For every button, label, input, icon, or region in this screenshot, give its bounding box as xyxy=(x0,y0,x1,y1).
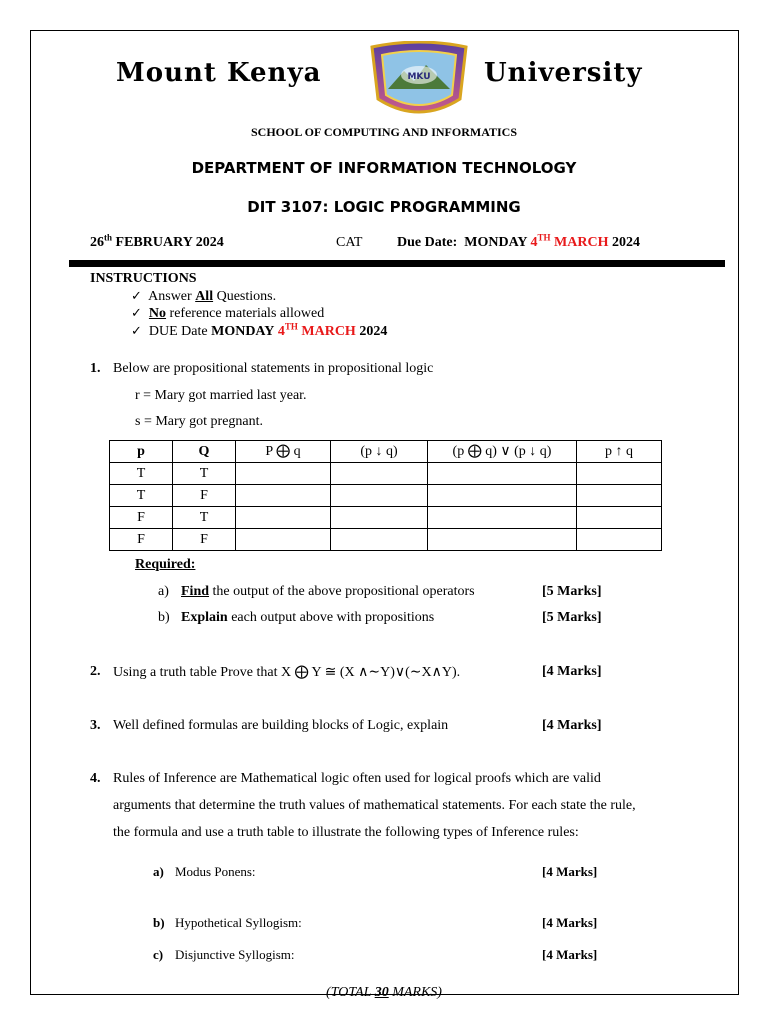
table-header: P ⨁ q xyxy=(236,441,331,463)
q4-number: 4. xyxy=(90,771,101,786)
table-cell-empty xyxy=(428,529,577,551)
q2-text: Using a truth table Prove that X ⨁ Y ≅ (X ∧∼Y)∨(∼X∧Y). xyxy=(113,665,461,680)
exam-type: CAT xyxy=(336,235,363,250)
due-date: Due Date: MONDAY 4TH MARCH 2024 xyxy=(397,232,640,250)
table-cell: T xyxy=(173,463,236,485)
q2-marks: [4 Marks] xyxy=(542,664,602,679)
crest-text: MKU xyxy=(407,72,431,82)
total-marks: (TOTAL 30 MARKS) xyxy=(326,985,442,1000)
q3-number: 3. xyxy=(90,718,101,733)
q1-part-b-label: b) xyxy=(158,610,170,625)
logo-left-text: Mount Kenya xyxy=(116,58,322,88)
q1-part-b-marks: [5 Marks] xyxy=(542,610,602,625)
table-cell: F xyxy=(173,485,236,507)
table-cell-empty xyxy=(331,485,428,507)
q1-statement-s: s = Mary got pregnant. xyxy=(135,414,264,429)
table-cell-empty xyxy=(428,485,577,507)
course-title: DIT 3107: LOGIC PROGRAMMING xyxy=(247,198,521,216)
table-cell-empty xyxy=(428,463,577,485)
q4-part-c-label: c) xyxy=(153,947,164,962)
q3-marks: [4 Marks] xyxy=(542,718,602,733)
q1-part-a-marks: [5 Marks] xyxy=(542,584,602,599)
check-icon: ✓ xyxy=(131,289,142,304)
table-cell-empty xyxy=(331,529,428,551)
q1-part-a-label: a) xyxy=(158,584,169,599)
check-icon: ✓ xyxy=(131,306,142,321)
table-cell-empty xyxy=(331,463,428,485)
table-cell: F xyxy=(110,529,173,551)
instruction-item: ✓ No reference materials allowed xyxy=(131,306,325,321)
required-label: Required: xyxy=(135,557,196,572)
q4-part-c-text: Disjunctive Syllogism: xyxy=(175,947,295,962)
table-header: (p ⨁ q) ∨ (p ↓ q) xyxy=(428,441,577,463)
table-header-row xyxy=(110,441,662,463)
q1-text: Below are propositional statements in propositional logic xyxy=(113,361,434,376)
table-cell: F xyxy=(173,529,236,551)
table-cell-empty xyxy=(428,507,577,529)
table-cell: F xyxy=(110,507,173,529)
q1-part-a-text: Find the output of the above propositional operators xyxy=(181,584,475,599)
table-cell-empty xyxy=(577,507,662,529)
table-cell-empty xyxy=(331,507,428,529)
table-cell-empty xyxy=(236,463,331,485)
q1-part-b-text: Explain each output above with propositions xyxy=(181,610,435,625)
school-name: SCHOOL OF COMPUTING AND INFORMATICS xyxy=(250,125,517,139)
table-cell: T xyxy=(173,507,236,529)
table-row xyxy=(110,529,662,551)
table-row xyxy=(110,485,662,507)
table-cell: T xyxy=(110,485,173,507)
instruction-item: ✓ Answer All Questions. xyxy=(131,289,277,304)
table-cell-empty xyxy=(236,507,331,529)
q4-line-2: arguments that determine the truth values of mathematical statements. For each state the rule, xyxy=(113,798,636,813)
q3-text: Well defined formulas are building blocks of Logic, explain xyxy=(113,718,449,733)
table-header: p ↑ q xyxy=(577,441,662,463)
q4-part-a-label: a) xyxy=(153,864,164,879)
table-cell-empty xyxy=(577,485,662,507)
instructions-title: INSTRUCTIONS xyxy=(90,271,197,286)
table-cell: T xyxy=(110,463,173,485)
q4-part-a-marks: [4 Marks] xyxy=(542,864,598,879)
table-header: (p ↓ q) xyxy=(331,441,428,463)
q4-part-b-label: b) xyxy=(153,915,165,930)
check-icon: ✓ xyxy=(131,324,142,339)
table-header: Q xyxy=(173,441,236,463)
table-cell-empty xyxy=(236,485,331,507)
department-name: DEPARTMENT OF INFORMATION TECHNOLOGY xyxy=(191,159,577,177)
q2-number: 2. xyxy=(90,664,101,679)
university-crest-logo xyxy=(364,41,474,123)
q1-statement-r: r = Mary got married last year. xyxy=(135,388,307,403)
table-cell-empty xyxy=(577,529,662,551)
truth-table xyxy=(109,440,662,551)
q4-part-c-marks: [4 Marks] xyxy=(542,947,598,962)
q4-line-3: the formula and use a truth table to illustrate the following types of Inference rules: xyxy=(113,825,579,840)
q4-part-a-text: Modus Ponens: xyxy=(175,864,256,879)
exam-date: 26th FEBRUARY 2024 xyxy=(90,232,224,250)
table-header: p xyxy=(110,441,173,463)
q4-line-1: Rules of Inference are Mathematical logic often used for logical proofs which are valid xyxy=(113,771,601,786)
header-divider xyxy=(69,260,725,267)
table-cell-empty xyxy=(577,463,662,485)
q4-part-b-marks: [4 Marks] xyxy=(542,915,598,930)
table-cell-empty xyxy=(236,529,331,551)
instruction-item: ✓ DUE Date MONDAY 4TH MARCH 2024 xyxy=(131,321,388,339)
table-row xyxy=(110,463,662,485)
table-row xyxy=(110,507,662,529)
q1-number: 1. xyxy=(90,361,101,376)
logo-right-text: University xyxy=(484,58,643,88)
q4-part-b-text: Hypothetical Syllogism: xyxy=(175,915,302,930)
